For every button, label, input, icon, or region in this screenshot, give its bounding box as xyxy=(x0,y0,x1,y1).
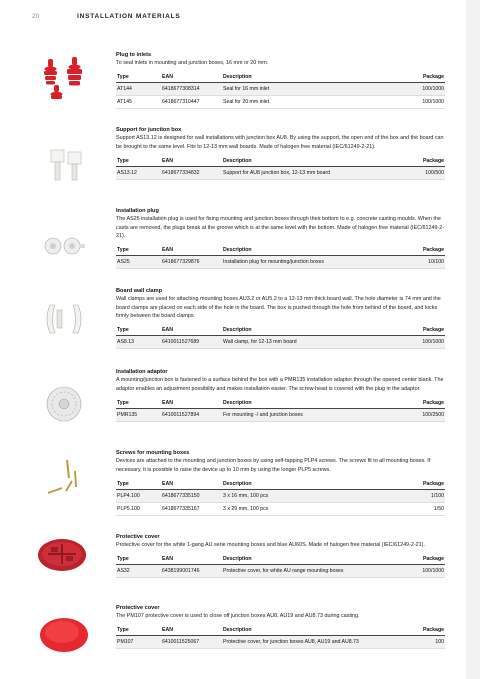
cell-ean: 6418677308314 xyxy=(162,83,223,96)
product-table xyxy=(116,555,445,579)
table-header-row xyxy=(116,479,445,489)
board-wall-clamp-image xyxy=(44,302,84,336)
cell-package: 100 xyxy=(387,636,445,649)
cell-ean: 6418677335167 xyxy=(162,502,223,515)
col-package: Package xyxy=(387,626,445,636)
section-board-wall-clamp xyxy=(116,288,445,349)
section-plug-to-inlets xyxy=(116,52,445,109)
cell-package: 100/1000 xyxy=(387,336,445,349)
cell-package: 1/100 xyxy=(387,489,445,502)
cell-ean: 6418677310447 xyxy=(162,96,223,109)
cell-package: 100/1000 xyxy=(387,565,445,578)
col-package: Package xyxy=(387,398,445,408)
col-description: Description xyxy=(223,555,387,565)
cell-type: PM107 xyxy=(116,636,162,649)
cell-type: PLP5.100 xyxy=(116,502,162,515)
section-title: Protective cover xyxy=(116,605,160,611)
table-header-row xyxy=(116,246,445,256)
col-type: Type xyxy=(116,156,162,166)
section-support-for-junction-box xyxy=(116,127,445,180)
cell-description: Wall clamp, for 12-13 mm board xyxy=(223,336,387,349)
product-table xyxy=(116,156,445,180)
col-ean: EAN xyxy=(162,246,223,256)
col-description: Description xyxy=(223,156,387,166)
col-type: Type xyxy=(116,398,162,408)
section-description: Devices are attached to the mounting and junction boxes by using self-tapping PLP4 screws. The screws fit to all mounting boxes. If necessary, it is possible to raise the device up to 10 mm by using the longer PLP5 screws. xyxy=(116,458,431,473)
table-row xyxy=(116,166,445,179)
product-table xyxy=(116,626,445,650)
table-header-row xyxy=(116,73,445,83)
page-edge-strip xyxy=(466,0,480,679)
col-package: Package xyxy=(387,73,445,83)
col-ean: EAN xyxy=(162,326,223,336)
section-title: Screws for mounting boxes xyxy=(116,450,190,456)
page-number: 20 xyxy=(32,13,40,20)
product-table xyxy=(116,246,445,270)
cell-package: 1/50 xyxy=(387,502,445,515)
cell-ean: 6418677334832 xyxy=(162,166,223,179)
installation-adaptor-image xyxy=(44,384,84,424)
junction-box-support-image xyxy=(46,146,86,186)
table-row xyxy=(116,408,445,421)
cell-type: AT144 xyxy=(116,83,162,96)
section-description: Wall clamps are used for attaching mounting boxes AU3.2 or AU5.2 to a 12-13 mm thick board wall. The hole diameter is 74 mm and the board clamps are placed on each side of the hole in the board. The box is pushed through the hole from behind of the board, and locks firmly between the board clamps. xyxy=(116,296,441,320)
cell-ean: 6418677329876 xyxy=(162,256,223,269)
col-package: Package xyxy=(387,479,445,489)
section-title: Plug to inlets xyxy=(116,52,152,58)
section-description: The AS25 installation plug is used for fixing mounting and junction boxes through their bottom to e.g. concrete casting moulds. When the casts are removed, the plugs break at the groove which is at the same level with the bottom. Made of halogen free material (IEC/61249-2-21). xyxy=(116,216,445,240)
cell-description: Protective cover, for junction boxes AU8, AU19 and AU8.73 xyxy=(223,636,387,649)
cell-type: AS25 xyxy=(116,256,162,269)
col-description: Description xyxy=(223,398,387,408)
col-ean: EAN xyxy=(162,156,223,166)
section-title: Board wall clamp xyxy=(116,288,163,294)
col-type: Type xyxy=(116,326,162,336)
col-ean: EAN xyxy=(162,398,223,408)
section-description: Support AS13.12 is designed for wall installations with junction box AU8. By using the support, the open end of the box and the board can be brought to the same level. Fits to 12-13 mm wall boards. Made of halogen free material (IEC/61249-2-21). xyxy=(116,135,444,150)
cell-type: AS8.13 xyxy=(116,336,162,349)
col-package: Package xyxy=(387,555,445,565)
col-description: Description xyxy=(223,479,387,489)
cell-description: Installation plug for mounting/junction boxes xyxy=(223,256,387,269)
section-installation-plug xyxy=(116,208,445,269)
cell-type: PMR135 xyxy=(116,408,162,421)
section-protective-cover-as32 xyxy=(116,534,445,578)
table-row xyxy=(116,565,445,578)
col-description: Description xyxy=(223,626,387,636)
protective-cover-as32-image xyxy=(36,537,88,573)
cell-description: 3 x 29 mm, 100 pcs xyxy=(223,502,387,515)
cell-package: 100/500 xyxy=(387,166,445,179)
section-description: Protective cover for the white 1-gang AU serie mounting boxes and blue AU60S. Made of halogen free material (IEC/61249-2-21). xyxy=(116,542,425,548)
table-header-row xyxy=(116,626,445,636)
cell-type: AS13.12 xyxy=(116,166,162,179)
installation-plug-image xyxy=(42,233,86,259)
table-header-row xyxy=(116,156,445,166)
product-table xyxy=(116,479,445,516)
col-type: Type xyxy=(116,246,162,256)
cell-ean: 6418677335150 xyxy=(162,489,223,502)
table-row xyxy=(116,256,445,269)
section-title: Installation adaptor xyxy=(116,369,168,375)
table-row xyxy=(116,336,445,349)
col-type: Type xyxy=(116,479,162,489)
col-package: Package xyxy=(387,156,445,166)
product-table xyxy=(116,398,445,422)
cell-type: AT145 xyxy=(116,96,162,109)
section-description: The PM107 protective cover is used to close off junction boxes AU8, AU19 and AU8.73 during casting. xyxy=(116,613,360,619)
cell-package: 100/2500 xyxy=(387,408,445,421)
table-row xyxy=(116,489,445,502)
section-title: Support for junction box xyxy=(116,127,182,133)
cell-type: AS32 xyxy=(116,565,162,578)
col-ean: EAN xyxy=(162,479,223,489)
col-ean: EAN xyxy=(162,73,223,83)
cell-ean: 6410011527689 xyxy=(162,336,223,349)
section-title: Protective cover xyxy=(116,534,160,540)
cell-description: Support for AU8 junction box, 12-13 mm board xyxy=(223,166,387,179)
col-type: Type xyxy=(116,73,162,83)
col-package: Package xyxy=(387,246,445,256)
table-header-row xyxy=(116,326,445,336)
cell-description: 3 x 16 mm, 100 pcs xyxy=(223,489,387,502)
table-row xyxy=(116,502,445,515)
section-screws-for-mounting-boxes xyxy=(116,450,445,516)
product-table xyxy=(116,73,445,110)
col-description: Description xyxy=(223,246,387,256)
section-description: To seal inlets in mounting and junction boxes, 16 mm or 20 mm. xyxy=(116,60,269,66)
cell-ean: 6438199001746 xyxy=(162,565,223,578)
page-header: INSTALLATION MATERIALS xyxy=(77,13,181,20)
cell-package: 10/100 xyxy=(387,256,445,269)
table-header-row xyxy=(116,555,445,565)
cell-description: For mounting -/ and junction boxes xyxy=(223,408,387,421)
protective-cover-pm107-image xyxy=(38,616,90,654)
red-inlet-plugs-image xyxy=(40,55,96,103)
col-type: Type xyxy=(116,626,162,636)
product-table xyxy=(116,326,445,350)
table-row xyxy=(116,96,445,109)
cell-description: Seal for 20 mm inlet xyxy=(223,96,387,109)
col-description: Description xyxy=(223,326,387,336)
cell-type: PLP4.100 xyxy=(116,489,162,502)
cell-description: Seal for 16 mm inlet xyxy=(223,83,387,96)
col-type: Type xyxy=(116,555,162,565)
section-description: A mounting/junction box is fastened to a surface behind the box with a PMR135 installation adaptor through the opened center blank. The adaptor enables an adjustment possibility and makes installation easier. The screw-head is covered with the plug in the adaptor. xyxy=(116,377,444,392)
mounting-screws-image xyxy=(44,457,84,497)
section-title: Installation plug xyxy=(116,208,159,214)
col-package: Package xyxy=(387,326,445,336)
cell-package: 100/1000 xyxy=(387,83,445,96)
table-row xyxy=(116,83,445,96)
table-header-row xyxy=(116,398,445,408)
table-row xyxy=(116,636,445,649)
col-ean: EAN xyxy=(162,555,223,565)
cell-package: 100/1000 xyxy=(387,96,445,109)
section-installation-adaptor xyxy=(116,369,445,422)
cell-ean: 6410011527894 xyxy=(162,408,223,421)
cell-ean: 6410011525067 xyxy=(162,636,223,649)
section-protective-cover-pm107 xyxy=(116,605,445,649)
col-description: Description xyxy=(223,73,387,83)
cell-description: Protective cover, for white AU range mounting boxes xyxy=(223,565,387,578)
col-ean: EAN xyxy=(162,626,223,636)
